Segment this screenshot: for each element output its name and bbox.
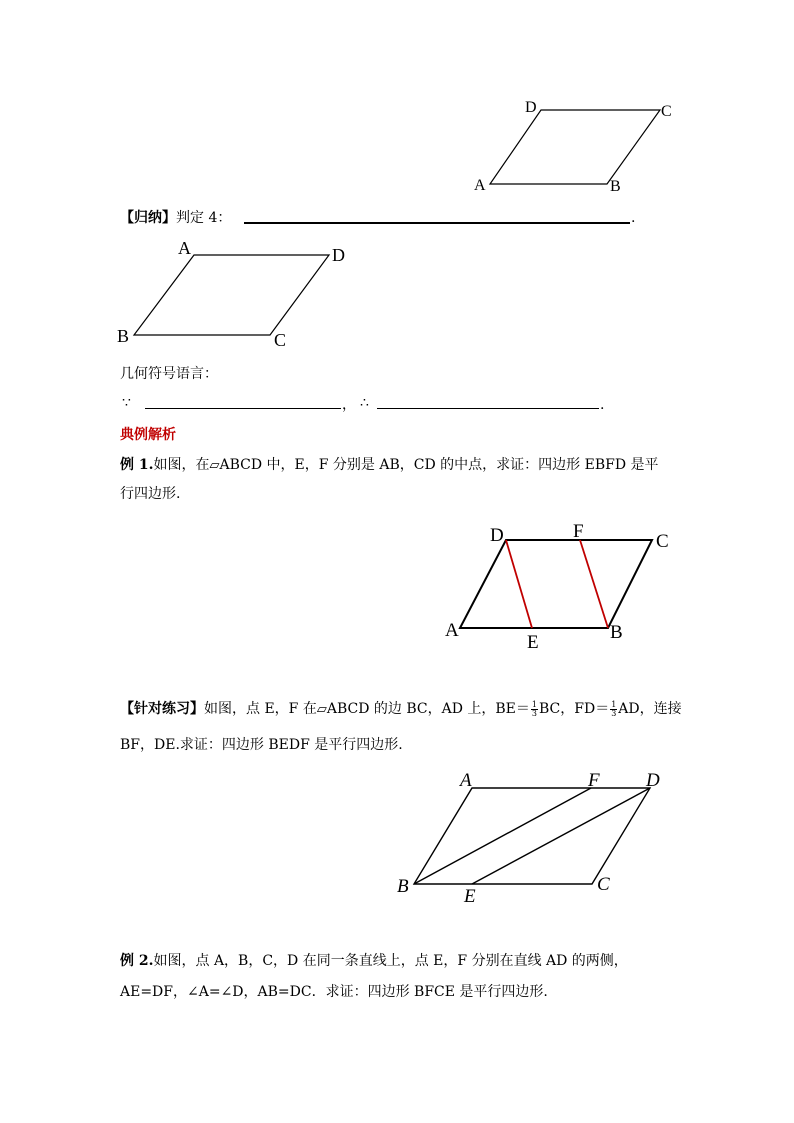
because-blank[interactable] bbox=[145, 408, 341, 409]
figure-4-label-d: D bbox=[646, 770, 660, 791]
figure-2-label-a: A bbox=[178, 238, 191, 258]
figure-3-label-f: F bbox=[573, 521, 584, 542]
summary-end: . bbox=[631, 210, 636, 226]
fraction-denominator: 3 bbox=[531, 708, 537, 718]
figure-1-label-c: C bbox=[661, 103, 672, 120]
figure-2-shape bbox=[134, 255, 329, 335]
figure-1-parallelogram bbox=[470, 92, 680, 202]
fraction-numerator: 1 bbox=[611, 699, 617, 709]
figure-3-parallelogram bbox=[440, 518, 680, 658]
parallelogram-symbol: ▱ bbox=[209, 458, 220, 473]
example-1-text-part-2: ABCD 中，E，F 分别是 AB，CD 的中点，求证：四边形 EBFD 是平 bbox=[219, 457, 659, 473]
symbolic-label: 几何符号语言： bbox=[120, 366, 218, 382]
fraction-one-third bbox=[610, 701, 617, 718]
figure-4-shape bbox=[414, 788, 650, 884]
practice-line-1 bbox=[120, 699, 682, 720]
figure-1-label-a: A bbox=[474, 177, 486, 194]
fraction-one-third bbox=[531, 701, 538, 718]
figure-2-label-b: B bbox=[117, 326, 130, 346]
practice-line-2: BF，DE.求证：四边形 BEDF 是平行四边形. bbox=[120, 737, 403, 753]
summary-blank[interactable] bbox=[244, 222, 630, 224]
figure-4-label-a: A bbox=[460, 770, 472, 791]
figure-1-label-b: B bbox=[610, 178, 621, 195]
figure-3-label-c: C bbox=[656, 531, 669, 552]
therefore-blank[interactable] bbox=[377, 408, 599, 409]
figure-3-label-d: D bbox=[490, 525, 504, 546]
fraction-numerator: 1 bbox=[531, 699, 537, 709]
example-1-label: 例 1. bbox=[120, 457, 154, 473]
because-symbol: ∵ bbox=[122, 395, 131, 411]
figure-4-label-f: F bbox=[588, 770, 600, 791]
figure-2-label-c: C bbox=[274, 330, 287, 350]
summary-heading: 【归纳】 bbox=[120, 210, 176, 226]
figure-2-label-d: D bbox=[332, 245, 345, 265]
example-2-label: 例 2. bbox=[120, 953, 154, 969]
figure-4-segment-de bbox=[472, 788, 650, 884]
therefore-symbol: ∴ bbox=[360, 395, 369, 411]
example-2-text-line-1: 如图，点 A，B，C，D 在同一条直线上，点 E，F 分别在直线 AD 的两侧， bbox=[153, 953, 628, 969]
example-1-line-2: 行四边形. bbox=[120, 486, 181, 502]
fraction-denominator: 3 bbox=[611, 708, 617, 718]
figure-3-label-b: B bbox=[610, 622, 623, 643]
summary-line bbox=[120, 208, 231, 228]
practice-heading: 【针对练习】 bbox=[120, 701, 204, 717]
summary-text: 判定 4： bbox=[176, 210, 232, 226]
practice-text-part-4: AD，连接 bbox=[618, 701, 682, 717]
symbolic-end: . bbox=[600, 397, 605, 413]
figure-3-segment-de bbox=[506, 540, 532, 628]
example-2-line-2: AE=DF，∠A=∠D，AB=DC．求证：四边形 BFCE 是平行四边形. bbox=[120, 984, 548, 1000]
figure-2-parallelogram bbox=[112, 236, 352, 352]
example-1-line-1 bbox=[120, 455, 659, 476]
practice-text-part-2: ABCD 的边 BC，AD 上，BE＝ bbox=[326, 701, 530, 717]
figure-4-segment-bf bbox=[414, 788, 591, 884]
example-2-line-1 bbox=[120, 951, 628, 971]
section-title: 典例解析 bbox=[120, 427, 176, 443]
figure-4-parallelogram bbox=[392, 762, 672, 910]
practice-text-part-1: 如图，点 E，F 在 bbox=[204, 701, 317, 717]
figure-3-segment-bf bbox=[580, 540, 608, 628]
figure-3-label-e: E bbox=[527, 632, 539, 653]
figure-1-label-d: D bbox=[525, 99, 537, 116]
figure-4-label-c: C bbox=[597, 874, 610, 895]
symbolic-comma: ， bbox=[342, 397, 356, 413]
example-1-text-part-1: 如图，在 bbox=[153, 457, 210, 473]
figure-3-label-a: A bbox=[445, 620, 459, 641]
figure-3-shape bbox=[460, 540, 652, 628]
figure-1-shape bbox=[490, 110, 660, 184]
figure-4-label-b: B bbox=[397, 876, 409, 897]
figure-4-label-e: E bbox=[464, 886, 476, 907]
practice-text-part-3: BC，FD＝ bbox=[539, 701, 610, 717]
parallelogram-symbol: ▱ bbox=[316, 702, 327, 717]
